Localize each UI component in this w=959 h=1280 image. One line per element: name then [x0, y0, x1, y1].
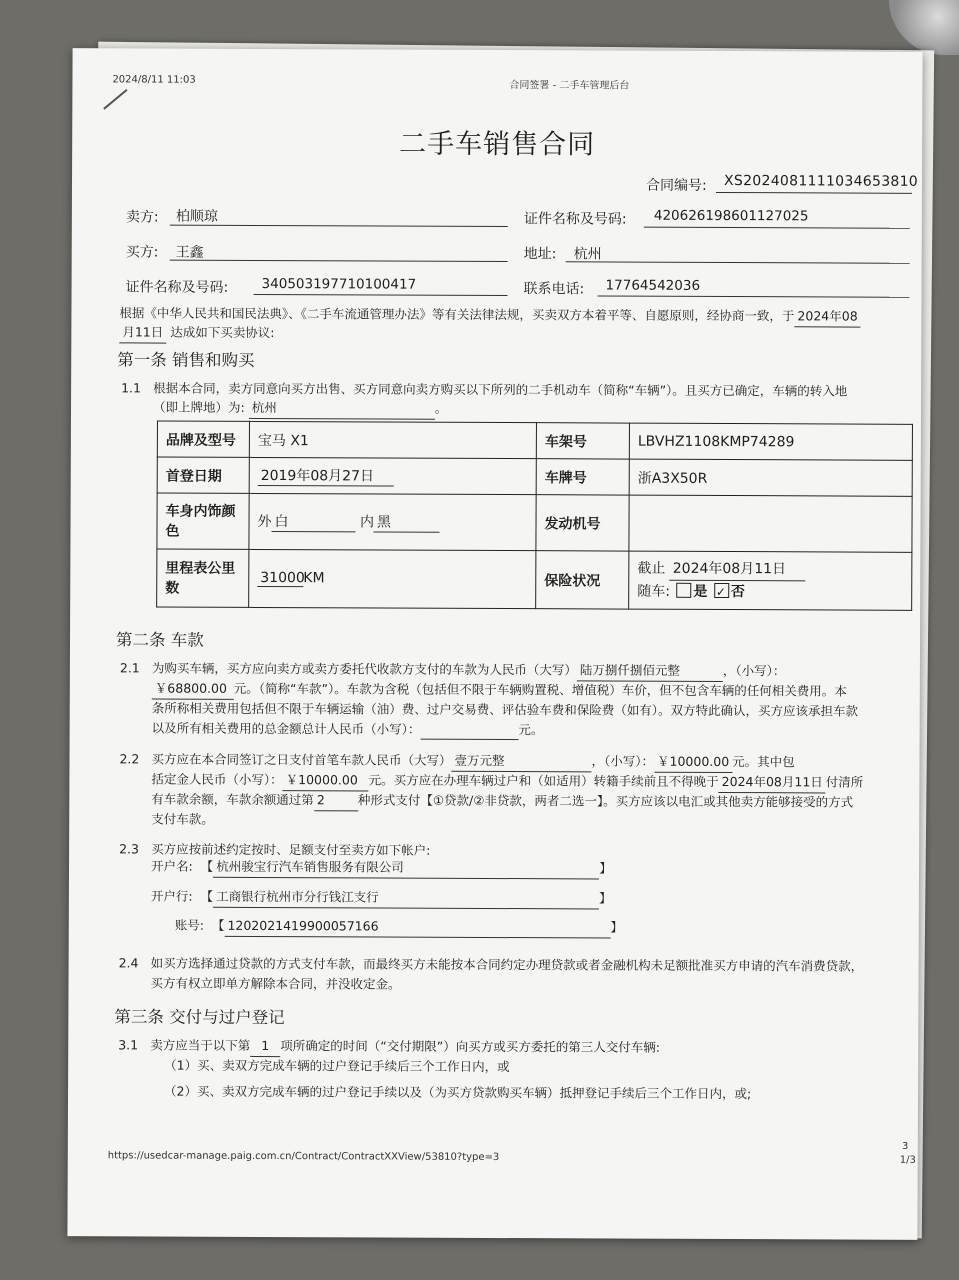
- vin-value: LBVHZ1108KMP74289: [629, 423, 912, 460]
- buyer-id-label: 证件名称及号码:: [125, 279, 229, 296]
- p24-l2: 买方有权立即单方解除本合同，并没收定金。: [150, 975, 401, 992]
- no-checkbox[interactable]: [714, 583, 729, 598]
- doc-title: 二手车销售合同: [399, 128, 596, 161]
- art2-1-line4: [152, 719, 544, 740]
- yes-label: 是: [693, 583, 708, 600]
- art1-text1: 根据本合同，卖方同意向买方出售、买方同意向卖方购买以下所列的二手机动车（简称“车辆”）。且买方已确定，车辆的转入地: [153, 380, 848, 399]
- seller-id-label: 证件名称及号码:: [523, 211, 627, 228]
- engine-value: [629, 495, 912, 552]
- buyer-underline: [170, 260, 508, 262]
- article-3-title: 第三条 交付与过户登记: [114, 1007, 285, 1028]
- contract-page: [67, 48, 922, 1240]
- account-name: 杭州骏宝行汽车销售服务有限公司: [213, 857, 599, 879]
- buyer-id-value: 340503197710100417: [261, 275, 417, 293]
- bracket-right: 】: [599, 860, 612, 876]
- mileage-cell: [249, 549, 536, 608]
- insurance-until-label: 截止: [637, 560, 666, 577]
- deposit-figure: ￥10000.00: [283, 770, 369, 791]
- plate-label: 车牌号: [536, 459, 629, 495]
- ext-label: 外: [257, 513, 272, 531]
- brand-value: 宝马 X1: [249, 421, 536, 458]
- p22-l1b: ，（小写）：: [591, 753, 655, 769]
- art1-line2: [153, 398, 447, 420]
- reg-date-value: 2019年08月27日: [258, 465, 394, 487]
- p21-l1a: 为购买车辆，买方应向卖方或卖方委托代收款方支付的车款为人民币（大写）: [151, 660, 577, 678]
- no-label: 否: [730, 584, 745, 601]
- price-figure: ￥68800.00: [152, 679, 234, 700]
- buyer-addr-value: 杭州: [573, 246, 602, 263]
- insurance-follow-label: 随车:: [637, 583, 670, 600]
- bracket-left: 【: [211, 917, 225, 933]
- buyer-name: 王鑫: [175, 244, 204, 261]
- art1-text2: （即上牌地）为:: [152, 399, 245, 415]
- mileage-value: 31000: [257, 570, 303, 587]
- p21-l1b: ，（小写）：: [722, 662, 786, 679]
- buyer-phone-label: 联系电话:: [523, 281, 585, 298]
- contract-no-underline: [716, 192, 912, 194]
- print-datetime: 2024/8/11 11:03: [112, 74, 196, 86]
- buyer-phone-value: 17764542036: [605, 277, 701, 294]
- insurance-until-date: 2024年08月11日: [670, 558, 806, 582]
- color-label: 车身内饰颜色: [157, 493, 249, 549]
- preamble-line2: [119, 322, 274, 343]
- first-payment-words: 壹万元整: [451, 751, 591, 772]
- table-row: [157, 493, 912, 552]
- first-payment-figure: ￥10000.00: [654, 752, 732, 773]
- p22-l2b: 元。买方应在办理车辆过户和（如适用）转籍手续前且不得晚于: [368, 772, 719, 789]
- art3-1-num: 3.1: [118, 1037, 139, 1053]
- table-row: [157, 421, 912, 460]
- buyer-addr-underline: [566, 261, 910, 264]
- account-no-label: 账号:: [174, 917, 205, 933]
- p21-l4a: 以及所有相关费用的总金额总计人民币（小写）：: [151, 720, 421, 737]
- table-row: [157, 549, 912, 610]
- mileage-label: 里程表公里数: [157, 549, 249, 607]
- account-no-row: [175, 916, 623, 938]
- print-site-title: 合同签署 - 二手车管理后台: [509, 80, 630, 92]
- seller-underline: [170, 225, 508, 227]
- int-color: 黑: [374, 511, 440, 532]
- art1-end: 。: [434, 400, 448, 416]
- buyer-phone-underline: [598, 295, 910, 297]
- bracket-left: 【: [200, 858, 214, 874]
- delivery-option-1: （1）买、卖双方完成车辆的过户登记手续后三个工作日内，或: [164, 1057, 510, 1075]
- color-cell: [249, 493, 536, 550]
- delivery-item: 1: [250, 1036, 280, 1057]
- mileage-unit: KM: [303, 570, 325, 587]
- bank-row: [151, 887, 612, 910]
- ext-color: 白: [271, 511, 355, 532]
- int-label: 内: [359, 514, 375, 531]
- p22-l3a: 有车款余额，车款余额通过第: [151, 791, 314, 808]
- account-name-row: [151, 857, 612, 880]
- art2-4-num: 2.4: [118, 955, 139, 971]
- p22-l2a: 括定金人民币（小写）：: [151, 771, 283, 788]
- preamble-text: 根据《中华人民共和国民法典》、《二手车流通管理办法》等有关法律法规，买卖双方本着平等、自愿原则，经协商一致，于: [119, 305, 795, 324]
- seller-id-underline: [644, 227, 910, 229]
- preamble-date-2: 月11日: [119, 322, 166, 343]
- buyer-addr-label: 地址:: [523, 246, 557, 263]
- p31-a: 卖方应当于以下第: [150, 1037, 251, 1053]
- p24-l1: 如买方选择通过贷款的方式支付车款，而最终买方未能按本合同约定办理贷款或者金融机构未足额批准买方申请的汽车消费贷款，: [150, 955, 864, 974]
- buyer-label: 买方:: [125, 244, 159, 261]
- contract-no-value: XS2024081111034653810: [723, 172, 919, 190]
- art2-3-num: 2.3: [119, 841, 140, 857]
- underlying-page-number: 3: [902, 1141, 909, 1152]
- p22-l3b: 种形式支付【①贷款/②非贷款，两者二选一】。买方应该以电汇或其他卖方能够接受的方式: [357, 792, 854, 810]
- bank-label: 开户行:: [150, 888, 193, 904]
- transfer-place: 杭州: [249, 398, 435, 419]
- insurance-follow-row: [637, 581, 903, 604]
- art3-1-line: [150, 1035, 660, 1058]
- seller-name: 柏顺琼: [175, 208, 218, 225]
- insurance-label: 保险状况: [536, 551, 629, 609]
- balance-deadline: 2024年08月11日: [719, 772, 826, 793]
- yes-checkbox[interactable]: [676, 583, 691, 598]
- bracket-right: 】: [610, 919, 624, 935]
- total-amount-blank: [420, 721, 518, 739]
- delivery-option-2: （2）买、卖双方完成车辆的过户登记手续以及（为买方贷款购买车辆）抵押登记手续后三个工作日内，或;: [164, 1083, 752, 1102]
- footer-url: https://usedcar-manage.paig.com.cn/Contract/ContractXXView/53810?type=3: [107, 1150, 500, 1164]
- seller-id-value: 420626198601127025: [653, 207, 809, 225]
- art1-num: 1.1: [121, 380, 142, 396]
- p21-l3: 条所称相关费用包括但不限于车辆运输（油）费、过户交易费、评估验车费和保险费（如有）。双方特此确认，买方应该承担车款: [151, 700, 859, 719]
- bracket-left: 【: [200, 888, 214, 904]
- article-2-title: 第二条 车款: [115, 630, 204, 650]
- reg-date-cell: [249, 457, 536, 494]
- engine-label: 发动机号: [536, 495, 629, 551]
- vehicle-table: [156, 421, 913, 611]
- p22-l2c: 付清所: [825, 774, 864, 790]
- account-name-label: 开户名:: [150, 858, 193, 874]
- brand-label: 品牌及型号: [157, 421, 249, 457]
- p23: 买方应按前述约定按时、足额支付至卖方如下帐户:: [151, 841, 431, 858]
- p21-l4b: 元。: [518, 722, 544, 738]
- insurance-cell: [629, 551, 912, 610]
- account-no: 1202021419900057166: [224, 916, 610, 938]
- buyer-id-underline: [254, 294, 508, 296]
- p22-l1a: 买方应在本合同签订之日支付首笔车款人民币（大写）: [151, 751, 452, 768]
- payment-option: 2: [314, 790, 358, 811]
- preamble-date-1: 2024年08: [794, 306, 860, 327]
- plate-value: 浙A3X50R: [629, 459, 912, 496]
- p21-l2: 元。（简称“车款”）。车款为含税（包括但不限于车辆购置税、增值税）车价，但不包含车辆的任何相关费用。本: [233, 680, 847, 699]
- bracket-right: 】: [599, 890, 612, 906]
- bank-name: 工商银行杭州市分行钱江支行: [213, 887, 599, 909]
- article-1-title: 第一条 销售和购买: [117, 350, 255, 370]
- p22-l1c: 元。其中包: [732, 754, 795, 770]
- art2-2-num: 2.2: [119, 751, 140, 767]
- art2-1-num: 2.1: [119, 660, 140, 676]
- preamble-tail: 达成如下买卖协议:: [170, 324, 275, 341]
- seller-label: 卖方:: [125, 209, 159, 226]
- pen-mark: [103, 89, 127, 110]
- vin-label: 车架号: [536, 423, 629, 459]
- corner-object: [889, 0, 959, 55]
- reg-date-label: 首登日期: [157, 457, 249, 493]
- insurance-until-row: [637, 558, 903, 582]
- table-row: [157, 457, 912, 496]
- price-words: 陆万捌仟捌佰元整: [577, 660, 723, 681]
- p31-b: 项所确定的时间（“交付期限”）向买方或买方委托的第三人交付车辆:: [280, 1038, 660, 1055]
- art2-2-line3: [151, 790, 853, 814]
- page-number: 1/3: [899, 1154, 916, 1166]
- p22-l4: 支付车款。: [151, 811, 214, 827]
- contract-no-label: 合同编号:: [645, 177, 707, 194]
